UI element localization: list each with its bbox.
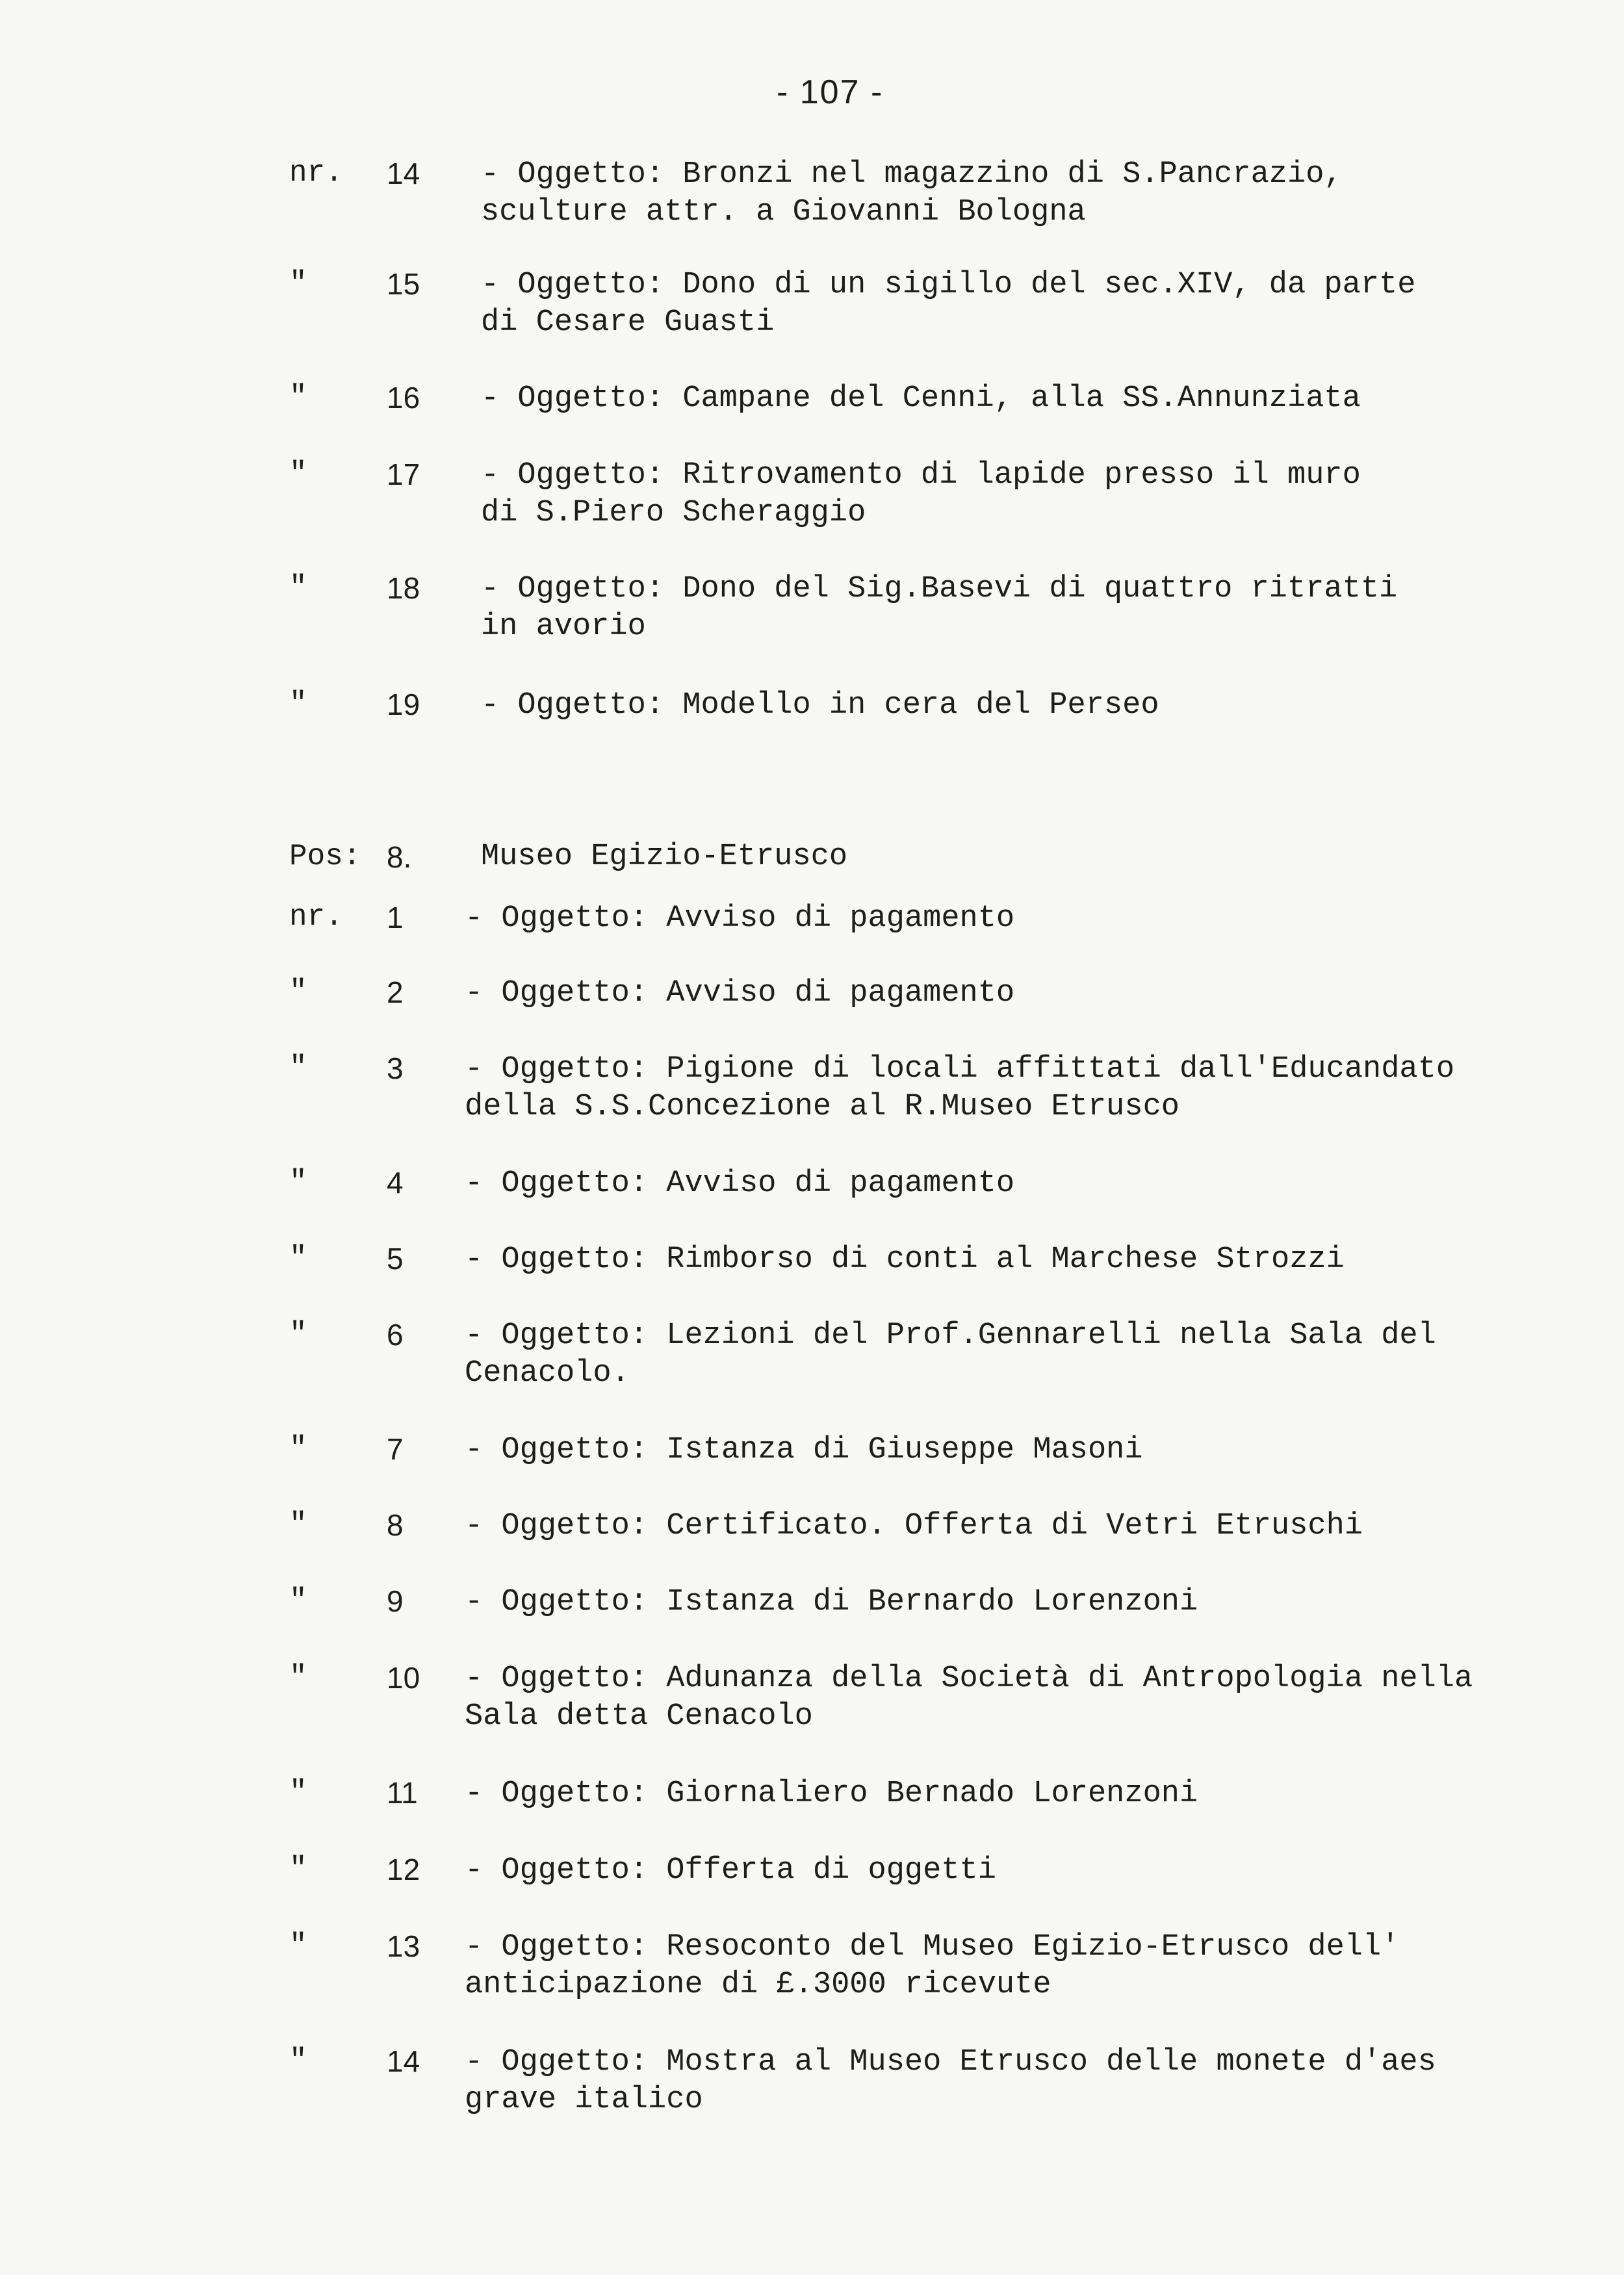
entry-prefix: " <box>289 1929 307 1962</box>
entry-line: - Oggetto: Certificato. Offerta di Vetri Etruschi <box>465 1509 1363 1543</box>
entry-line: - Oggetto: Avviso di pagamento <box>465 901 1015 936</box>
entry-text <box>465 1775 1198 1813</box>
entry-line: Cenacolo. <box>465 1356 630 1391</box>
entry-number: 8 <box>387 1508 404 1542</box>
pos-number: 8. <box>387 840 412 874</box>
entry-line: - Oggetto: Ritrovamento di lapide presso il muro <box>481 458 1361 493</box>
entry-line: - Oggetto: Mostra al Museo Etrusco delle monete d'aes <box>465 2045 1436 2079</box>
entry-number: 2 <box>387 975 404 1009</box>
entry-text <box>465 1852 996 1890</box>
entry-line: della S.S.Concezione al R.Museo Etrusco <box>465 1090 1179 1124</box>
entry-prefix: " <box>289 380 307 414</box>
entry-line: - Oggetto: Pigione di locali affittati dall'Educandato <box>465 1052 1455 1086</box>
entry-line: - Oggetto: Bronzi nel magazzino di S.Pancrazio, <box>481 157 1343 192</box>
entry-line: Sala detta Cenacolo <box>465 1699 813 1734</box>
entry-text <box>465 1051 1454 1126</box>
entry-line: - Oggetto: Lezioni del Prof.Gennarelli nella Sala del <box>465 1318 1436 1353</box>
entry-line: - Oggetto: Rimborso di conti al Marchese Strozzi <box>465 1242 1345 1277</box>
entry-line: di S.Piero Scheraggio <box>481 496 866 530</box>
entry-number: 7 <box>387 1432 404 1466</box>
entry-text <box>465 1241 1345 1279</box>
entry-text <box>465 975 1014 1012</box>
entry-prefix: " <box>289 1584 307 1617</box>
entry-prefix: " <box>289 2044 307 2077</box>
entry-text <box>481 266 1415 342</box>
entry-line: - Oggetto: Dono di un sigillo del sec.XIV, da parte <box>481 268 1416 302</box>
entry-number: 4 <box>387 1166 404 1200</box>
entry-text <box>481 571 1397 646</box>
entry-number: 9 <box>387 1584 404 1618</box>
entry-prefix: " <box>289 1165 307 1199</box>
entry-line: sculture attr. a Giovanni Bologna <box>481 195 1086 229</box>
entry-text <box>481 156 1343 231</box>
entry-prefix: nr. <box>289 156 343 190</box>
entry-prefix: nr. <box>289 900 343 934</box>
entry-prefix: " <box>289 1241 307 1275</box>
entry-number: 1 <box>387 901 404 934</box>
entry-number: 19 <box>387 688 420 721</box>
entry-line: - Oggetto: Adunanza della Società di Antropologia nella <box>465 1662 1473 1696</box>
page-number: - 107 - <box>777 73 884 111</box>
entry-text <box>465 1165 1014 1203</box>
entry-line: grave italico <box>465 2083 703 2117</box>
entry-text <box>465 1317 1436 1393</box>
entry-text <box>465 1660 1473 1736</box>
entry-number: 3 <box>387 1051 404 1085</box>
entry-text <box>465 1508 1363 1545</box>
entry-text <box>465 2044 1436 2119</box>
entry-prefix: " <box>289 1852 307 1886</box>
entry-number: 14 <box>387 2044 420 2078</box>
entry-prefix: " <box>289 1660 307 1694</box>
entry-number: 13 <box>387 1929 420 1963</box>
entry-text <box>465 900 1014 938</box>
entry-prefix: " <box>289 1051 307 1085</box>
entry-number: 17 <box>387 457 420 491</box>
entry-line: - Oggetto: Campane del Cenni, alla SS.Annunziata <box>481 381 1361 416</box>
section-title: Museo Egizio-Etrusco <box>481 840 848 874</box>
entry-prefix: " <box>289 457 307 491</box>
entry-text <box>465 1584 1198 1621</box>
entry-number: 16 <box>387 381 420 415</box>
pos-label: Pos: <box>289 840 361 873</box>
entry-line: - Oggetto: Resoconto del Museo Egizio-Etrusco dell' <box>465 1930 1400 1964</box>
entry-number: 10 <box>387 1661 420 1695</box>
entry-prefix: " <box>289 1317 307 1351</box>
entry-line: anticipazione di £.3000 ricevute <box>465 1968 1051 2002</box>
entry-line: - Oggetto: Avviso di pagamento <box>465 976 1015 1010</box>
entry-line: - Oggetto: Offerta di oggetti <box>465 1853 996 1888</box>
entry-prefix: " <box>289 571 307 604</box>
entry-line: di Cesare Guasti <box>481 305 775 340</box>
entry-line: - Oggetto: Istanza di Giuseppe Masoni <box>465 1433 1143 1467</box>
entry-line: - Oggetto: Modello in cera del Perseo <box>481 688 1159 723</box>
entry-number: 6 <box>387 1318 404 1352</box>
entry-prefix: " <box>289 1508 307 1541</box>
entry-prefix: " <box>289 975 307 1009</box>
entry-prefix: " <box>289 687 307 721</box>
entry-number: 11 <box>387 1776 418 1810</box>
entry-line: - Oggetto: Istanza di Bernardo Lorenzoni <box>465 1585 1198 1619</box>
entry-text <box>481 457 1361 532</box>
entry-number: 15 <box>387 267 420 301</box>
entry-number: 5 <box>387 1242 404 1276</box>
entry-text <box>481 687 1159 725</box>
entry-number: 18 <box>387 571 420 605</box>
entry-prefix: " <box>289 266 307 300</box>
entry-prefix: " <box>289 1775 307 1809</box>
entry-line: - Oggetto: Avviso di pagamento <box>465 1166 1015 1201</box>
entry-number: 12 <box>387 1853 420 1886</box>
entry-number: 14 <box>387 157 420 190</box>
entry-line: - Oggetto: Dono del Sig.Basevi di quattro ritratti <box>481 572 1398 606</box>
entry-text <box>465 1432 1143 1469</box>
entry-text <box>465 1929 1399 2004</box>
entry-line: in avorio <box>481 610 646 644</box>
entry-prefix: " <box>289 1432 307 1465</box>
entry-text <box>481 380 1361 418</box>
entry-line: - Oggetto: Giornaliero Bernado Lorenzoni <box>465 1777 1198 1811</box>
